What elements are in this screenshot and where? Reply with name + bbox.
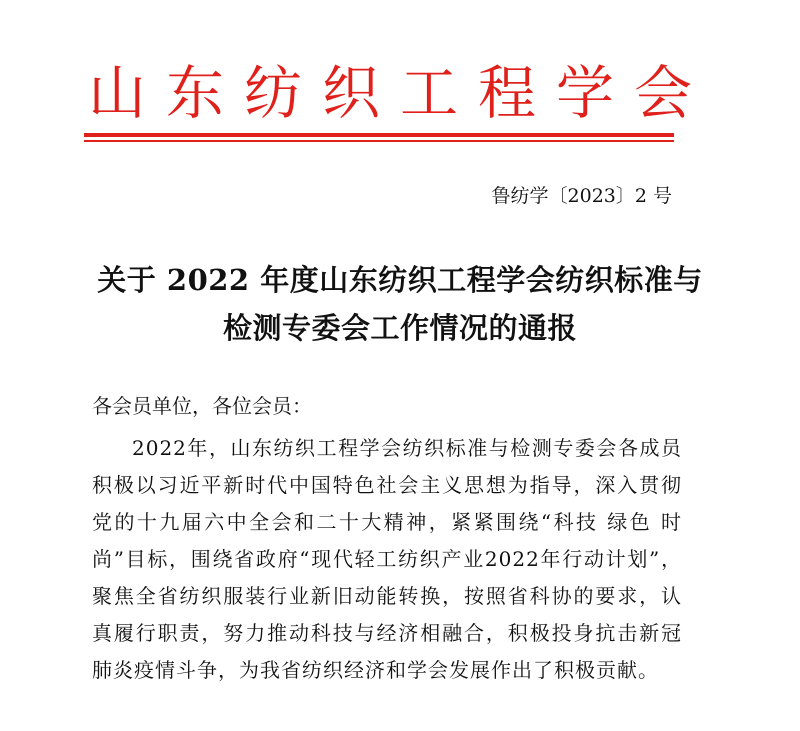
document-title <box>0 256 800 352</box>
organization-header: 山东纺织工程学会 <box>87 59 712 127</box>
body-line: 尚”目标，围绕省政府“现代轻工纺织产业2022年行动计划”， <box>92 547 682 571</box>
body-line: 党的十九届六中全会和二十大精神，紧紧围绕“科技 绿色 时 <box>92 510 682 534</box>
body-line: 肺炎疫情斗争，为我省纺织经济和学会发展作出了积极贡献。 <box>92 658 659 682</box>
body-line: 2022年，山东纺织工程学会纺织标准与检测专委会各成员 <box>132 436 682 460</box>
body-line: 积极以习近平新时代中国特色社会主义思想为指导，深入贯彻 <box>92 473 682 497</box>
title-line-1: 关于 2022 年度山东纺织工程学会纺织标准与 <box>97 263 703 297</box>
body-paragraph <box>92 430 682 689</box>
header-rule-thin <box>84 140 674 142</box>
body-line: 聚焦全省纺织服装行业新旧动能转换，按照省科协的要求，认 <box>92 584 682 608</box>
header-rule-thick <box>84 133 674 137</box>
document-number: 鲁纺学〔2023〕2 号 <box>491 185 672 207</box>
salutation: 各会员单位，各位会员： <box>92 394 312 418</box>
title-line-2: 检测专委会工作情况的通报 <box>222 311 577 345</box>
body-line: 真履行职责，努力推动科技与经济相融合，积极投身抗击新冠 <box>92 621 682 645</box>
